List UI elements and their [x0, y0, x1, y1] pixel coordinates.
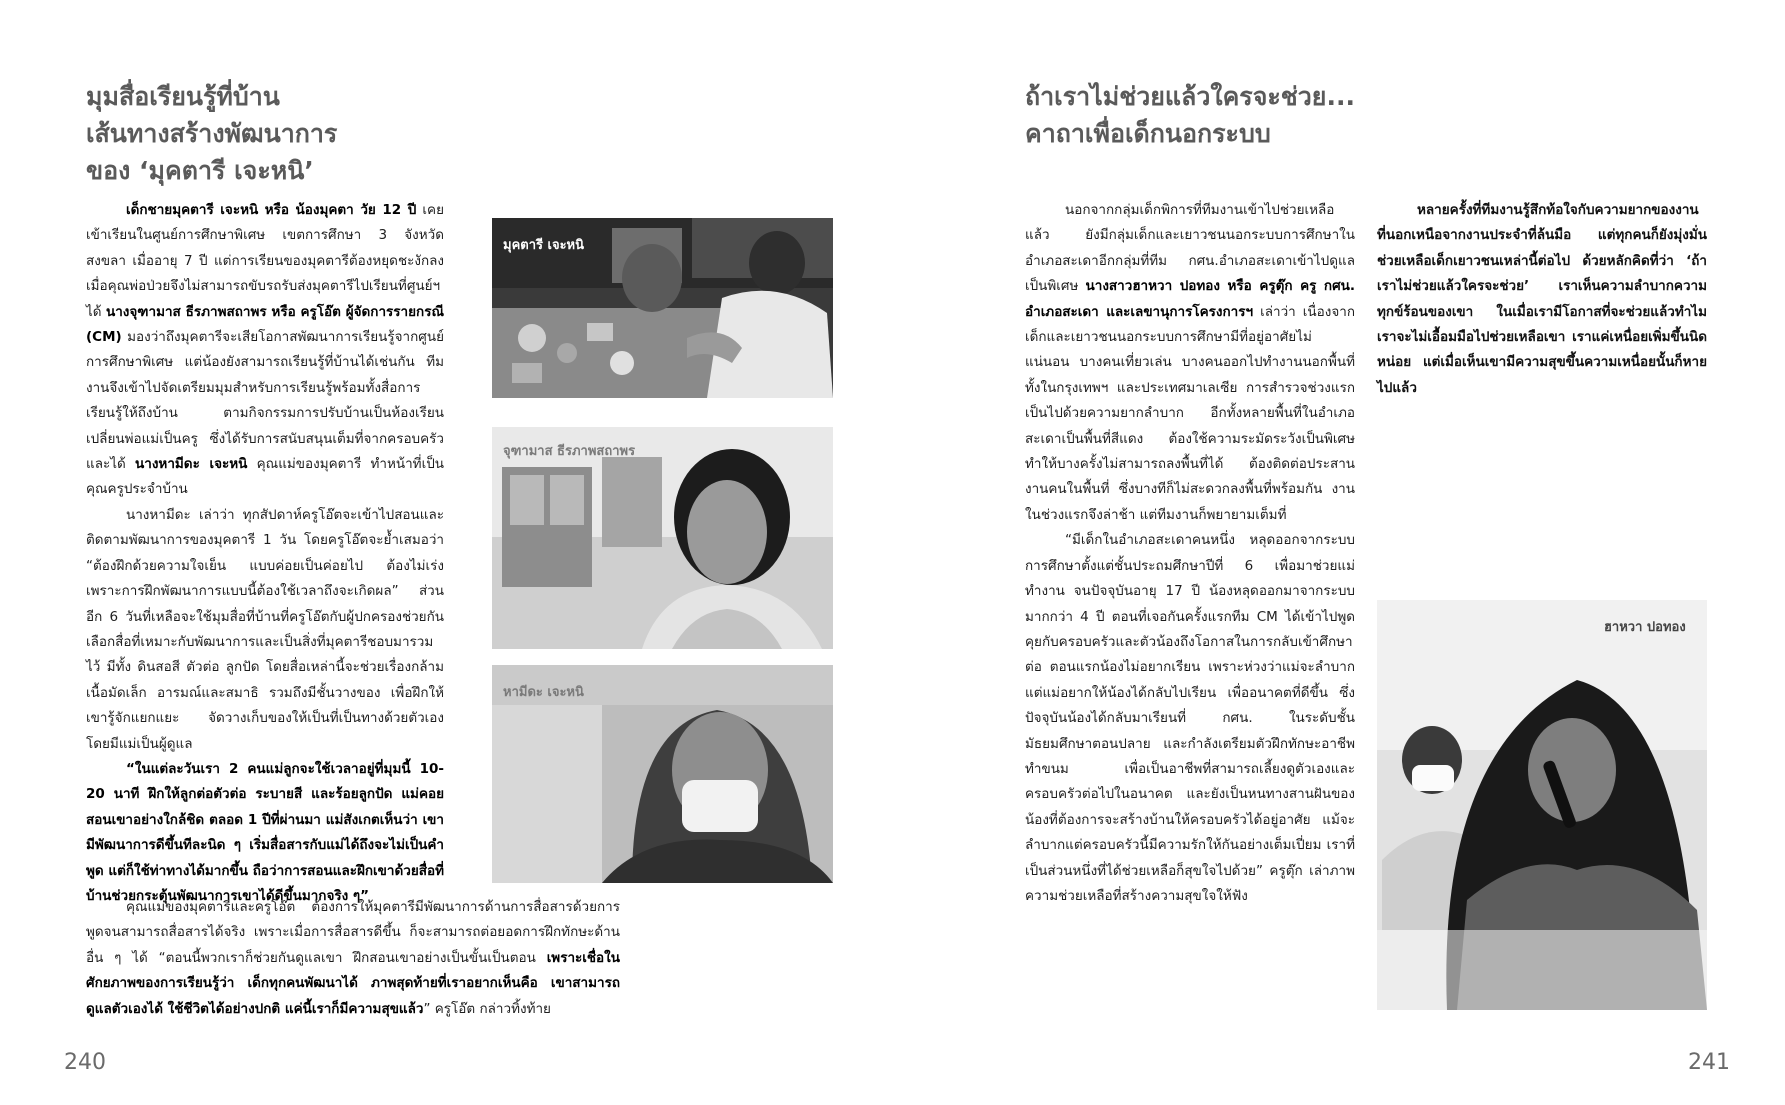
left-paragraph-3-quote: “ในแต่ละวันเรา 2 คนแม่ลูกจะใช้เวลาอยู่ที่มุมนี้ 10-20 นาที ฝึกให้ลูกต่อตัวต่อ ระบายสี และร้อยลูกปัด แม่คอยสอนเขาอย่างใกล้ชิด ตลอด 1 ปีที่ผ่านมา แม่สังเกตเห็นว่า เขามีพัฒนาการดีขึ้นทีละนิด ๆ เริ่มสื่อสารกับแม่ได้ถึงจะไม่เป็นคำพูด แต่ก็ใช้ท่าทางได้มากขึ้น ถือว่าการสอนและฝึกเขาด้วยสื่อที่บ้านช่วยกระตุ้นพัฒนาการเขาได้ดีขึ้นมากจริง ๆ”	[86, 760, 444, 904]
right-heading-line2: คาถาเพื่อเด็กนอกระบบ	[1025, 119, 1271, 148]
right-article	[1025, 198, 1355, 909]
right-paragraph-1: นอกจากกลุ่มเด็กพิการที่ทีมงานเข้าไปช่วยเหลือแล้ว ยังมีกลุ่มเด็กและเยาวชนนอกระบบการศึกษาในอำเภอสะเดาอีกกลุ่มที่ทีม กศน.อำเภอสะเดาเข้าไปดูแลเป็นพิเศษ นางสาวฮาหวา ปอทอง หรือ ครูตุ๊ก ครู กศน. อำเภอสะเดา และเลขานุการโครงการฯ เล่าว่า เนื่องจากเด็กและเยาวชนนอกระบบการศึกษามีที่อยู่อาศัยไม่แน่นอน บางคนเที่ยวเล่น บางคนออกไปทำงานนอกพื้นที่ ทั้งในกรุงเทพฯ และประเทศมาเลเซีย การสำรวจช่วงแรกเป็นไปด้วยความยากลำบาก อีกทั้งหลายพื้นที่ในอำเภอสะเดาเป็นพื้นที่สีแดง ต้องใช้ความระมัดระวังเป็นพิเศษ ทำให้บางครั้งไม่สามารถลงพื้นที่ได้ ต้องติดต่อประสานงานคนในพื้นที่ ซึ่งบางทีก็ไม่สะดวกลงพื้นที่พร้อมกัน งานในช่วงแรกจึงล่าช้า แต่ทีมงานก็พยายามเต็มที่	[1025, 202, 1355, 523]
right-paragraph-2: “มีเด็กในอำเภอสะเดาคนหนึ่ง หลุดออกจากระบบการศึกษาตั้งแต่ชั้นประถมศึกษาปีที่ 6 เพื่อมาช่วยแม่ทำงาน จนปัจจุบันอายุ 17 ปี น้องหลุดออกมาจากระบบมากกว่า 4 ปี ตอนที่เจอกันครั้งแรกทีม CM ได้เข้าไปพูดคุยกับครอบครัวและตัวน้องถึงโอกาสในการกลับเข้าศึกษาต่อ ตอนแรกน้องไม่อยากเรียน เพราะห่วงว่าแม่จะลำบาก แต่แม่อยากให้น้องได้กลับไปเรียน เพื่ออนาคตที่ดีขึ้น ซึ่งปัจจุบันน้องได้กลับมาเรียนที่ กศน. ในระดับชั้นมัธยมศึกษาตอนปลาย และกำลังเตรียมตัวฝึกทักษะอาชีพทำขนม เพื่อเป็นอาชีพที่สามารถเลี้ยงดูตัวเองและครอบครัวต่อไปในอนาคต และยังเป็นหนทางสานฝันของน้องที่ต้องการจะสร้างบ้านให้ครอบครัวได้อยู่อาศัย แม้จะลำบากแต่ครอบครัวนี้มีความรักให้กันอย่างเต็มเปี่ยม เราที่เป็นส่วนหนึ่งที่ได้ช่วยเหลือก็สุขใจไปด้วย” ครูตุ๊ก เล่าภาพความช่วยเหลือที่สร้างความสุขใจให้ฟัง	[1025, 532, 1355, 904]
right-heading-line1: ถ้าเราไม่ช่วยแล้วใครจะช่วย...	[1025, 82, 1355, 111]
left-heading-line2: เส้นทางสร้างพัฒนาการ	[86, 119, 338, 148]
page-number-right: 241	[1688, 1050, 1730, 1075]
left-paragraph-1: เด็กชายมุคตารี เจะหนิ หรือ น้องมุคตา วัย 12 ปี เคยเข้าเรียนในศูนย์การศึกษาพิเศษ เขตการศึกษา 3 จังหวัดสงขลา เมื่ออายุ 7 ปี แต่การเรียนของมุคตารีต้องหยุดชะงักลง เมื่อคุณพ่อป่วยจึงไม่สามารถขับรถรับส่งมุคตารีไปเรียนที่ศูนย์ฯ ได้ นางจุฑามาส ธีรภาพสถาพร หรือ ครูโอ๊ต ผู้จัดการรายกรณี (CM) มองว่าถึงมุคตารีจะเสียโอกาสพัฒนาการเรียนรู้จากศูนย์การศึกษาพิเศษ แต่น้องยังสามารถเรียนรู้ที่บ้านได้เช่นกัน ทีมงานจึงเข้าไปจัดเตรียมมุมสำหรับการเรียนรู้พร้อมทั้งสื่อการเรียนรู้ให้ถึงบ้าน ตามกิจกรรมการปรับบ้านเป็นห้องเรียน เปลี่ยนพ่อแม่เป็นครู ซึ่งได้รับการสนับสนุนเต็มที่จากครอบครัว และได้ นางหามีดะ เจะหนิ คุณแม่ของมุคตารี ทำหน้าที่เป็นคุณครูประจำบ้าน	[86, 202, 444, 498]
left-article-lower	[86, 895, 620, 1022]
photo-speaker	[1377, 600, 1707, 1010]
caption-photo3: หามีดะ เจะหนิ	[503, 685, 584, 700]
right-heading	[1025, 78, 1355, 152]
caption-photo2: จุฑามาส ธีรภาพสถาพร	[503, 444, 636, 459]
left-heading-line3: ของ ‘มุคตารี เจะหนิ’	[86, 156, 314, 185]
photo-speaker-image	[1377, 600, 1707, 1010]
caption-photo1: มุคตารี เจะหนิ	[503, 238, 585, 253]
left-paragraph-2: นางหามีดะ เล่าว่า ทุกสัปดาห์ครูโอ๊ตจะเข้าไปสอนและติดตามพัฒนาการของมุคตารี 1 วัน โดยครูโอ๊ตจะย้ำเสมอว่า “ต้องฝึกด้วยความใจเย็น แบบค่อยเป็นค่อยไป ต้องไม่เร่ง เพราะการฝึกพัฒนาการแบบนี้ต้องใช้เวลาถึงจะเกิดผล” ส่วนอีก 6 วันที่เหลือจะใช้มุมสื่อที่บ้านที่ครูโอ๊ตกับผู้ปกครองช่วยกันเลือกสื่อที่เหมาะกับพัฒนาการและเป็นสิ่งที่มุคตารีชอบมารวมไว้ มีทั้ง ดินสอสี ตัวต่อ ลูกปัด โดยสื่อเหล่านี้จะช่วยเรื่องกล้ามเนื้อมัดเล็ก อารมณ์และสมาธิ รวมถึงมีชั้นวางของ เพื่อฝึกให้เขารู้จักแยกแยะ จัดวางเก็บของให้เป็นที่เป็นทางด้วยตัวเอง โดยมีแม่เป็นผู้ดูแล	[86, 506, 444, 752]
left-article-upper	[86, 198, 444, 909]
page-number-left: 240	[64, 1050, 106, 1075]
pull-quote: หลายครั้งที่ทีมงานรู้สึกท้อใจกับความยากของงานที่นอกเหนือจากงานประจำที่ล้นมือ แต่ทุกคนก็ยังมุ่งมั่นช่วยเหลือเด็กเยาวชนเหล่านี้ต่อไป ด้วยหลักคิดที่ว่า ‘ถ้าเราไม่ช่วยแล้วใครจะช่วย’ เราเห็นความลำบากความทุกข์ร้อนของเขา ในเมื่อเรามีโอกาสที่จะช่วยแล้วทำไมเราจะไม่เอื้อมมือไปช่วยเหลือเขา เราแค่เหนื่อยเพิ่มขึ้นนิดหน่อย แต่เมื่อเห็นเขามีความสุขขึ้นความเหนื่อยนั้นก็หายไปแล้ว	[1377, 202, 1707, 396]
left-heading-line1: มุมสื่อเรียนรู้ที่บ้าน	[86, 82, 280, 111]
caption-photo4: ฮาหวา ปอทอง	[1604, 620, 1686, 635]
left-heading	[86, 78, 337, 189]
left-paragraph-4: คุณแม่ของมุคตารีและครูโอ๊ต ต้องการให้มุคตารีมีพัฒนาการด้านการสื่อสารด้วยการพูดจนสามารถสื่อสารได้จริง เพราะเมื่อการสื่อสารดีขึ้น ก็จะสามารถต่อยอดการฝึกทักษะด้านอื่น ๆ ได้ “ตอนนี้พวกเราก็ช่วยกันดูแลเขา ฝึกสอนเขาอย่างเป็นขั้นเป็นตอน เพราะเชื่อในศักยภาพของการเรียนรู้ว่า เด็กทุกคนพัฒนาได้ ภาพสุดท้ายที่เราอยากเห็นคือ เขาสามารถดูแลตัวเองได้ ใช้ชีวิตได้อย่างปกติ แค่นี้เราก็มีความสุขแล้ว” ครูโอ๊ต กล่าวทิ้งท้าย	[86, 899, 620, 1017]
